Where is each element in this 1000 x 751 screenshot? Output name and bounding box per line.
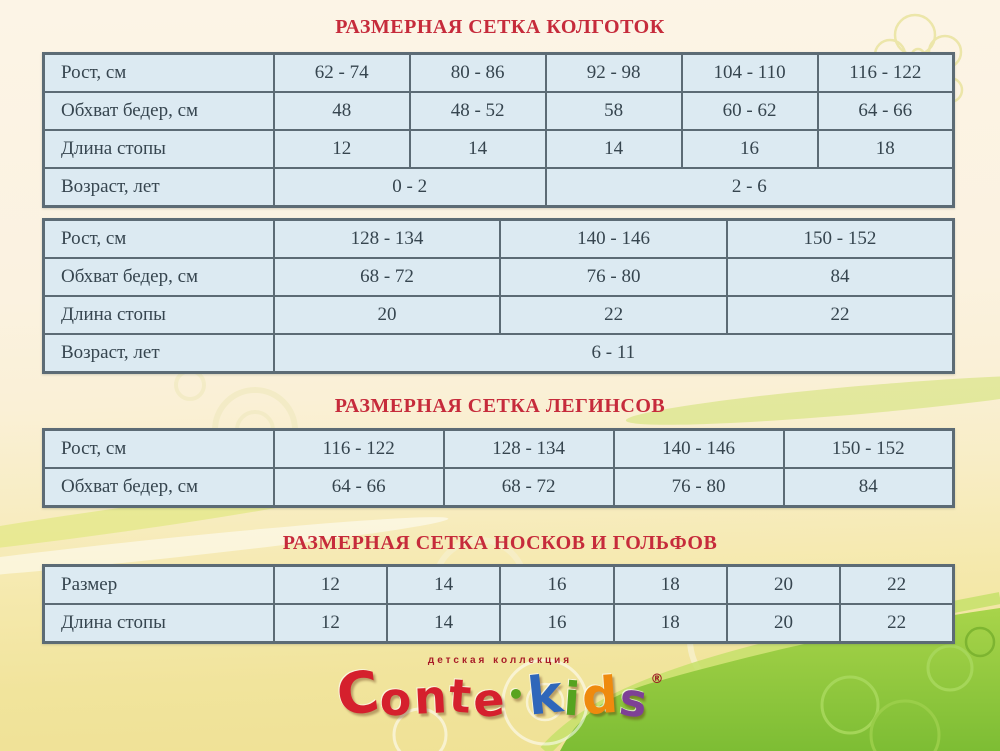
row-label: Размер — [44, 566, 274, 605]
socks-size-table — [42, 564, 955, 644]
value-cell: 128 - 134 — [444, 430, 614, 469]
table-row — [44, 430, 954, 469]
value-cell: 58 — [546, 92, 682, 130]
logo-letter-d: d — [580, 665, 620, 727]
logo-letter-o: o — [378, 671, 414, 727]
logo-letter-k: k — [524, 664, 566, 728]
tights-table-upper — [42, 52, 955, 208]
tights-upper-size-table — [42, 52, 955, 208]
row-label: Обхват бедер, см — [44, 468, 274, 507]
row-label: Рост, см — [44, 430, 274, 469]
value-cell: 128 - 134 — [274, 220, 501, 259]
section-title-leggings: РАЗМЕРНАЯ СЕТКА ЛЕГИНСОВ — [334, 395, 666, 417]
value-cell: 16 — [500, 566, 613, 605]
value-cell: 18 — [614, 604, 727, 643]
section-title-socks: РАЗМЕРНАЯ СЕТКА НОСКОВ И ГОЛЬФОВ — [282, 532, 718, 554]
value-cell: 76 - 80 — [614, 468, 784, 507]
row-label: Длина стопы — [44, 296, 274, 334]
value-cell: 116 - 122 — [274, 430, 444, 469]
value-cell: 20 — [727, 566, 840, 605]
value-cell: 62 - 74 — [274, 54, 410, 93]
value-cell: 64 - 66 — [818, 92, 954, 130]
row-label: Возраст, лет — [44, 168, 274, 207]
row-label: Обхват бедер, см — [44, 92, 274, 130]
value-cell: 16 — [682, 130, 818, 168]
logo-letter-c: C — [332, 658, 383, 730]
logo-tagline: детская коллекция — [427, 655, 573, 666]
logo-letter-n: n — [412, 669, 449, 725]
value-cell: 14 — [387, 566, 500, 605]
value-cell: 80 - 86 — [410, 54, 546, 93]
leggings-table — [42, 428, 955, 508]
section-title-tights: РАЗМЕРНАЯ СЕТКА КОЛГОТОК — [335, 16, 665, 38]
value-cell: 84 — [784, 468, 954, 507]
value-cell: 12 — [274, 566, 387, 605]
logo-letter-s: s — [616, 671, 651, 729]
value-cell: 2 - 6 — [546, 168, 954, 207]
tights-lower-size-table — [42, 218, 955, 374]
value-cell: 16 — [500, 604, 613, 643]
row-label: Рост, см — [44, 220, 274, 259]
logo-letter-e: e — [471, 671, 506, 729]
value-cell: 14 — [410, 130, 546, 168]
logo-letter-i: i — [562, 671, 583, 727]
registered-trademark: ® — [650, 672, 664, 687]
value-cell: 6 - 11 — [274, 334, 954, 373]
table-row — [44, 258, 954, 296]
value-cell: 20 — [274, 296, 501, 334]
row-label: Длина стопы — [44, 130, 274, 168]
value-cell: 12 — [274, 604, 387, 643]
logo-letter-t: t — [447, 668, 473, 724]
value-cell: 22 — [840, 604, 953, 643]
value-cell: 48 — [274, 92, 410, 130]
table-row — [44, 566, 954, 605]
row-label: Возраст, лет — [44, 334, 274, 373]
value-cell: 64 - 66 — [274, 468, 444, 507]
value-cell: 68 - 72 — [274, 258, 501, 296]
table-row — [44, 468, 954, 507]
value-cell: 14 — [387, 604, 500, 643]
value-cell: 0 - 2 — [274, 168, 546, 207]
value-cell: 92 - 98 — [546, 54, 682, 93]
table-row — [44, 296, 954, 334]
value-cell: 14 — [546, 130, 682, 168]
value-cell: 22 — [840, 566, 953, 605]
table-row — [44, 54, 954, 93]
value-cell: 68 - 72 — [444, 468, 614, 507]
value-cell: 84 — [727, 258, 954, 296]
value-cell: 104 - 110 — [682, 54, 818, 93]
value-cell: 140 - 146 — [614, 430, 784, 469]
row-label: Рост, см — [44, 54, 274, 93]
value-cell: 140 - 146 — [500, 220, 727, 259]
logo-separator-dot: • — [506, 678, 525, 711]
value-cell: 76 - 80 — [500, 258, 727, 296]
value-cell: 150 - 152 — [784, 430, 954, 469]
table-row — [44, 130, 954, 168]
table-row — [44, 604, 954, 643]
row-label: Длина стопы — [44, 604, 274, 643]
socks-table — [42, 564, 955, 644]
leggings-size-table — [42, 428, 955, 508]
table-row — [44, 168, 954, 207]
row-label: Обхват бедер, см — [44, 258, 274, 296]
table-row — [44, 92, 954, 130]
value-cell: 22 — [727, 296, 954, 334]
value-cell: 150 - 152 — [727, 220, 954, 259]
value-cell: 116 - 122 — [818, 54, 954, 93]
value-cell: 12 — [274, 130, 410, 168]
conte-kids-logo — [0, 655, 1000, 730]
value-cell: 22 — [500, 296, 727, 334]
value-cell: 20 — [727, 604, 840, 643]
value-cell: 60 - 62 — [682, 92, 818, 130]
value-cell: 18 — [614, 566, 727, 605]
tights-table-lower — [42, 218, 955, 374]
value-cell: 48 - 52 — [410, 92, 546, 130]
table-row — [44, 334, 954, 373]
value-cell: 18 — [818, 130, 954, 168]
table-row — [44, 220, 954, 259]
